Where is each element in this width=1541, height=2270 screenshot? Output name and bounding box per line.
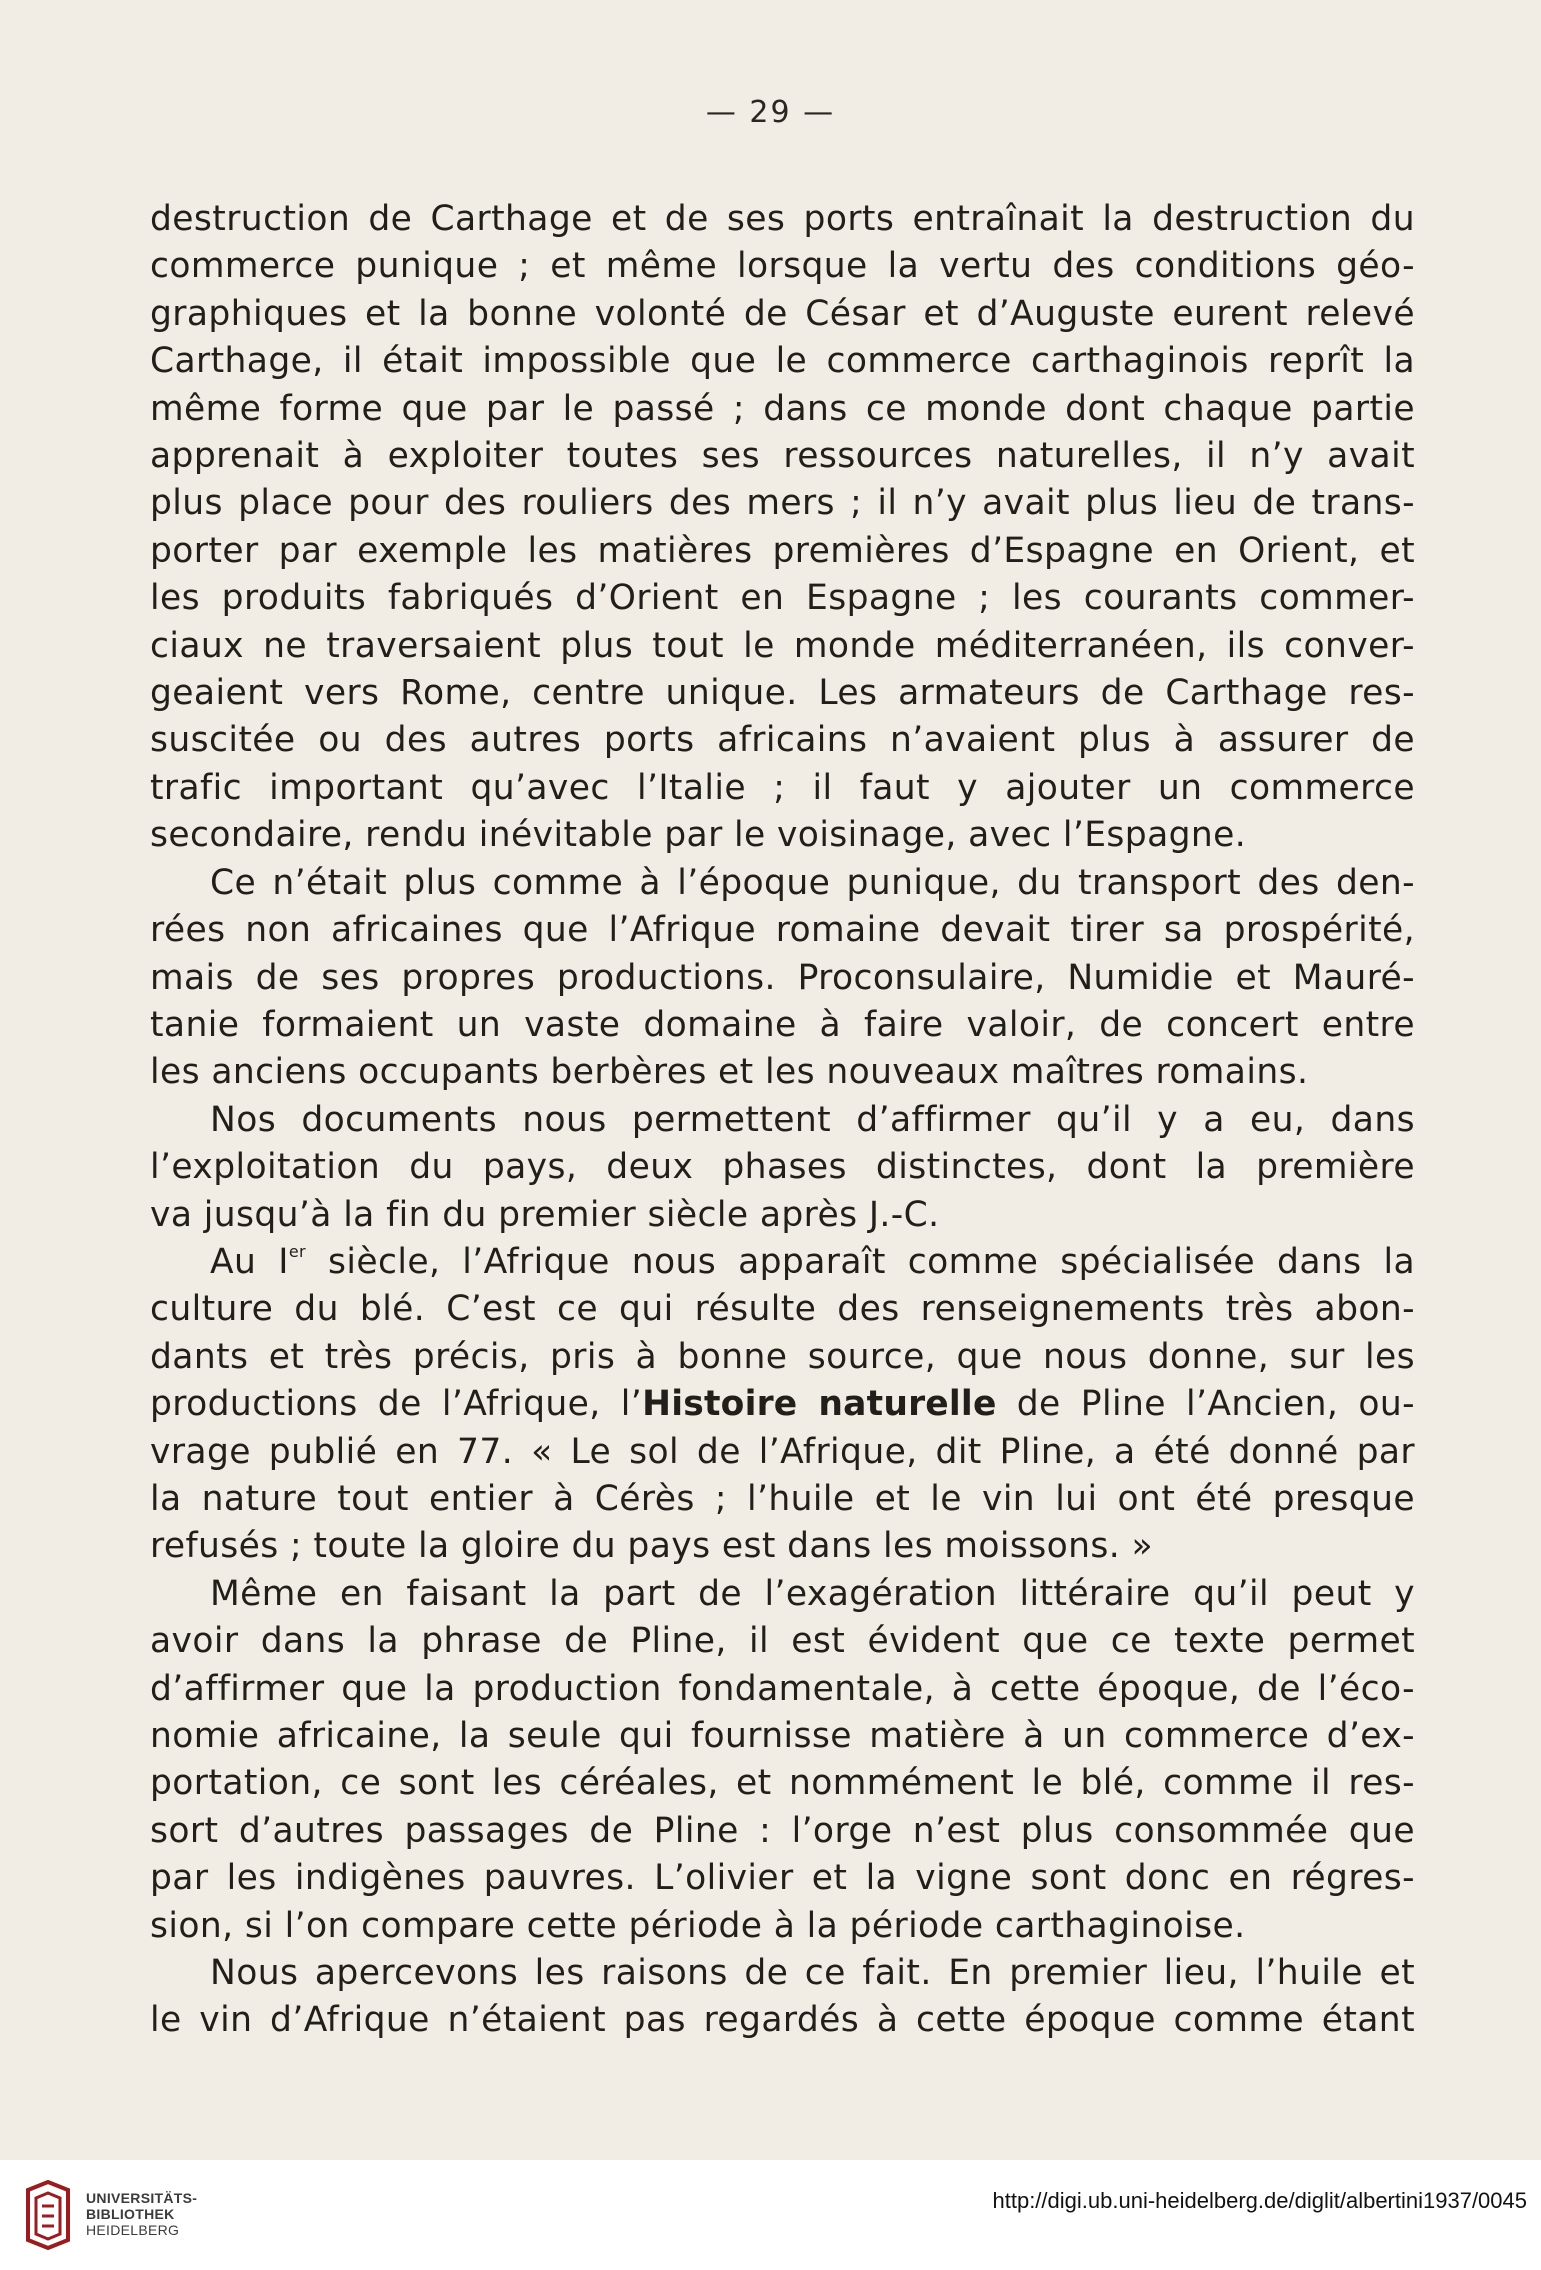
text-line: sort d’autres passages de Pline : l’orge n’est plus consommée que [150, 1810, 1415, 1851]
text-line: porter par exemple les matières premières d’Espagne en Orient, et [150, 530, 1415, 571]
text-line: Carthage, il était impossible que le commerce carthaginois reprît la [150, 341, 1415, 382]
text-line: d’affirmer que la production fondamentale, à cette époque, de l’éco- [150, 1668, 1415, 1709]
paragraph-1 [150, 196, 1415, 860]
library-logo-icon [22, 2180, 74, 2250]
library-name [86, 2190, 197, 2238]
text-line: ciaux ne traversaient plus tout le monde méditerranéen, ils conver- [150, 625, 1415, 666]
body-text [150, 196, 1415, 2045]
text-line: tanie formaient un vaste domaine à faire valoir, de concert entre [150, 1004, 1415, 1045]
text-line: même forme que par le passé ; dans ce monde dont chaque partie [150, 388, 1415, 429]
book-title: Histoire naturelle [642, 1384, 997, 1425]
text-line: dants et très précis, pris à bonne source, que nous donne, sur les [150, 1336, 1415, 1377]
paragraph-3 [150, 1097, 1415, 1239]
source-url-link[interactable]: http://digi.ub.uni-heidelberg.de/diglit/albertini1937/0045 [992, 2188, 1527, 2213]
paragraph-5 [150, 1571, 1415, 1950]
text-line: le vin d’Afrique n’étaient pas regardés à cette époque comme étant [150, 2000, 1415, 2041]
text-line: la nature tout entier à Cérès ; l’huile et le vin lui ont été presque [150, 1478, 1415, 1519]
text-line: culture du blé. C’est ce qui résulte des renseignements très abon- [150, 1289, 1415, 1330]
text-line: plus place pour des rouliers des mers ; il n’y avait plus lieu de trans- [150, 483, 1415, 524]
text-segment: Au I [210, 1241, 289, 1282]
text-line: les produits fabriqués d’Orient en Espagne ; les courants commer- [150, 578, 1415, 619]
text-line: nomie africaine, la seule qui fournisse matière à un commerce d’ex- [150, 1716, 1415, 1756]
superscript: er [288, 1241, 307, 1261]
text-line: destruction de Carthage et de ses ports entraînait la destruction du [150, 199, 1415, 239]
text-line: rées non africaines que l’Afrique romaine devait tirer sa prospérité, [150, 910, 1415, 951]
text-line [150, 1381, 1415, 1428]
text-segment: siècle, l’Afrique nous apparaît comme spécialisée dans la [306, 1241, 1415, 1282]
text-line: les anciens occupants berbères et les nouveaux maîtres romains. [150, 1052, 1309, 1093]
text-line: apprenait à exploiter toutes ses ressources naturelles, il n’y avait [150, 436, 1415, 477]
text-line: vrage publié en 77. « Le sol de l’Afrique, dit Pline, a été donné par [150, 1431, 1415, 1472]
paragraph-2 [150, 860, 1415, 1097]
paragraph-6 [150, 1950, 1415, 2045]
text-line: suscitée ou des autres ports africains n’avaient plus à assurer de [150, 720, 1415, 761]
text-line: Nous apercevons les raisons de ce fait. En premier lieu, l’huile et [210, 1953, 1415, 1994]
paragraph-4 [150, 1239, 1415, 1571]
library-name-line: HEIDELBERG [86, 2222, 180, 2238]
text-line: va jusqu’à la fin du premier siècle après J.-C. [150, 1194, 940, 1235]
text-line: commerce punique ; et même lorsque la vertu des conditions géo- [150, 246, 1415, 287]
text-line: Nos documents nous permettent d’affirmer qu’il y a eu, dans [210, 1099, 1415, 1140]
text-line: trafic important qu’avec l’Italie ; il faut y ajouter un commerce [150, 767, 1415, 808]
text-segment: de Pline l’Ancien, ou- [996, 1384, 1415, 1425]
text-line: l’exploitation du pays, deux phases distinctes, dont la première [150, 1147, 1415, 1188]
text-line: secondaire, rendu inévitable par le voisinage, avec l’Espagne. [150, 815, 1247, 856]
text-line: portation, ce sont les céréales, et nommément le blé, comme il res- [150, 1763, 1415, 1804]
text-segment: productions de l’Afrique, l’ [150, 1384, 643, 1425]
text-line: par les indigènes pauvres. L’olivier et la vigne sont donc en régres- [150, 1858, 1415, 1899]
library-name-line: UNIVERSITÄTS- [86, 2190, 198, 2206]
text-line: geaient vers Rome, centre unique. Les armateurs de Carthage res- [150, 673, 1415, 714]
library-name-line: BIBLIOTHEK [86, 2206, 175, 2222]
text-line: avoir dans la phrase de Pline, il est évident que ce texte permet [150, 1621, 1415, 1662]
text-line: refusés ; toute la gloire du pays est dans les moissons. » [150, 1526, 1153, 1567]
text-line: mais de ses propres productions. Proconsulaire, Numidie et Mauré- [150, 957, 1415, 998]
text-line [150, 1239, 1415, 1286]
footer-bar [0, 2160, 1541, 2270]
text-line: graphiques et la bonne volonté de César et d’Auguste eurent relevé [150, 293, 1415, 334]
text-line: Ce n’était plus comme à l’époque punique, du transport des den- [210, 862, 1415, 903]
page-number: — 29 — [705, 95, 836, 130]
text-line: sion, si l’on compare cette période à la période carthaginoise. [150, 1905, 1246, 1946]
text-line: Même en faisant la part de l’exagération littéraire qu’il peut y [210, 1573, 1415, 1614]
